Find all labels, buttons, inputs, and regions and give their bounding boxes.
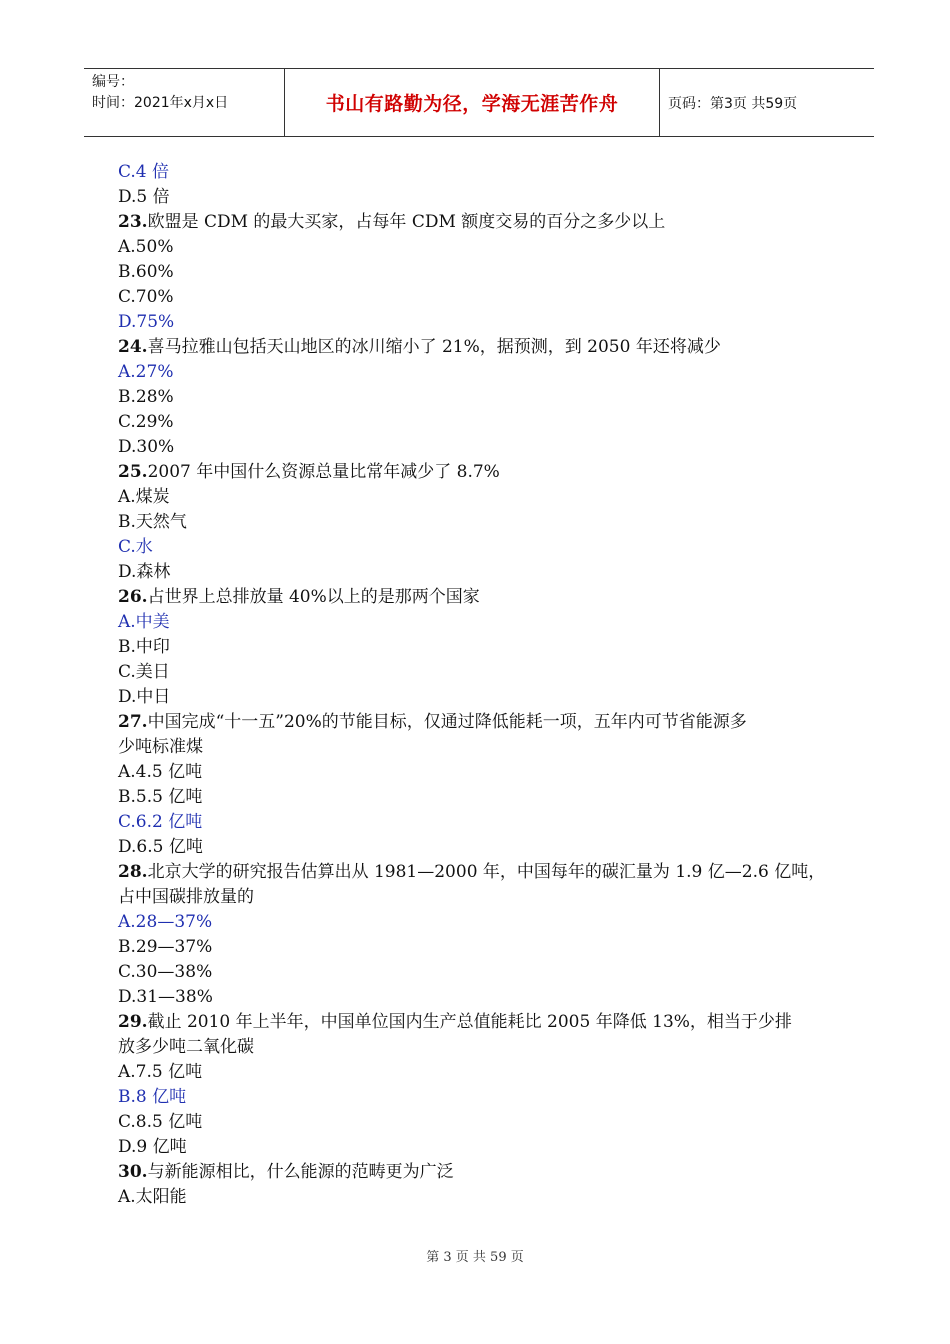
option-line bbox=[118, 235, 848, 260]
option-line bbox=[118, 885, 848, 910]
question-number: 25. bbox=[118, 462, 148, 482]
option-line bbox=[118, 835, 848, 860]
option-line bbox=[118, 685, 848, 710]
line-text: C.70% bbox=[118, 287, 174, 307]
line-text: D.森林 bbox=[118, 562, 171, 582]
question-number: 26. bbox=[118, 587, 148, 607]
time-label: 时间：2021年x月x日 bbox=[92, 95, 229, 111]
answer-option bbox=[118, 535, 848, 560]
question-line bbox=[118, 1160, 848, 1185]
option-line bbox=[118, 935, 848, 960]
answer-option bbox=[118, 310, 848, 335]
option-line bbox=[118, 260, 848, 285]
line-text: C.美日 bbox=[118, 662, 170, 682]
answer-option bbox=[118, 910, 848, 935]
line-text: D.75% bbox=[118, 312, 175, 332]
option-line bbox=[118, 760, 848, 785]
line-text: 截止 2010 年上半年，中国单位国内生产总值能耗比 2005 年降低 13%，相当于少排 bbox=[147, 1012, 792, 1032]
number-label: 编号： bbox=[92, 74, 134, 90]
question-number: 29. bbox=[118, 1012, 148, 1032]
option-line bbox=[118, 485, 848, 510]
option-line bbox=[118, 735, 848, 760]
line-text: A.7.5 亿吨 bbox=[118, 1062, 203, 1082]
header-left-cell bbox=[84, 69, 285, 136]
question-line bbox=[118, 1010, 848, 1035]
line-text: 喜马拉雅山包括天山地区的冰川缩小了 21%，据预测，到 2050 年还将减少 bbox=[147, 337, 721, 357]
answer-option bbox=[118, 810, 848, 835]
answer-option bbox=[118, 610, 848, 635]
line-text: D.5 倍 bbox=[118, 187, 170, 207]
line-text: A.50% bbox=[118, 237, 174, 257]
motto: 书山有路勤为径，学海无涯苦作舟 bbox=[285, 69, 660, 136]
option-line bbox=[118, 785, 848, 810]
option-line bbox=[118, 435, 848, 460]
line-text: D.31—38% bbox=[118, 987, 213, 1007]
question-line bbox=[118, 710, 848, 735]
line-text: C.水 bbox=[118, 537, 153, 557]
line-text: B.60% bbox=[118, 262, 174, 282]
answer-option bbox=[118, 1085, 848, 1110]
page-header bbox=[84, 68, 874, 137]
line-text: 占中国碳排放量的 bbox=[118, 887, 254, 907]
line-text: 占世界上总排放量 40%以上的是那两个国家 bbox=[147, 587, 480, 607]
line-text: 与新能源相比，什么能源的范畴更为广泛 bbox=[147, 1162, 454, 1182]
page-label: 页码：第3页 共59页 bbox=[668, 95, 798, 112]
question-line bbox=[118, 860, 848, 885]
option-line bbox=[118, 1035, 848, 1060]
line-text: B.29—37% bbox=[118, 937, 213, 957]
line-text: B.28% bbox=[118, 387, 174, 407]
question-number: 24. bbox=[118, 337, 148, 357]
line-text: 北京大学的研究报告估算出从 1981—2000 年，中国每年的碳汇量为 1.9 亿—2.6 亿吨， bbox=[147, 862, 826, 882]
option-line bbox=[118, 285, 848, 310]
line-text: 放多少吨二氧化碳 bbox=[118, 1037, 254, 1057]
question-line bbox=[118, 460, 848, 485]
line-text: C.4 倍 bbox=[118, 162, 170, 182]
question-number: 28. bbox=[118, 862, 148, 882]
line-text: B.中印 bbox=[118, 637, 170, 657]
option-line bbox=[118, 660, 848, 685]
question-number: 23. bbox=[118, 212, 148, 232]
answer-option bbox=[118, 360, 848, 385]
option-line bbox=[118, 510, 848, 535]
option-line bbox=[118, 1110, 848, 1135]
question-number: 27. bbox=[118, 712, 148, 732]
line-text: A.4.5 亿吨 bbox=[118, 762, 203, 782]
question-list bbox=[118, 160, 848, 1210]
line-text: A.27% bbox=[118, 362, 174, 382]
line-text: C.6.2 亿吨 bbox=[118, 812, 203, 832]
line-text: 中国完成“十一五”20%的节能目标，仅通过降低能耗一项，五年内可节省能源多 bbox=[147, 712, 747, 732]
line-text: C.8.5 亿吨 bbox=[118, 1112, 203, 1132]
option-line bbox=[118, 385, 848, 410]
line-text: C.30—38% bbox=[118, 962, 213, 982]
line-text: A.中美 bbox=[118, 612, 170, 632]
question-line bbox=[118, 210, 848, 235]
line-text: B.8 亿吨 bbox=[118, 1087, 187, 1107]
option-line bbox=[118, 560, 848, 585]
option-line bbox=[118, 185, 848, 210]
line-text: C.29% bbox=[118, 412, 174, 432]
line-text: 欧盟是 CDM 的最大买家，占每年 CDM 额度交易的百分之多少以上 bbox=[147, 212, 666, 232]
question-line bbox=[118, 585, 848, 610]
line-text: 少吨标准煤 bbox=[118, 737, 203, 757]
option-line bbox=[118, 635, 848, 660]
line-text: D.中日 bbox=[118, 687, 171, 707]
line-text: B.5.5 亿吨 bbox=[118, 787, 203, 807]
line-text: A.煤炭 bbox=[118, 487, 170, 507]
answer-option bbox=[118, 160, 848, 185]
line-text: A.太阳能 bbox=[118, 1187, 187, 1207]
line-text: 2007 年中国什么资源总量比常年减少了 8.7% bbox=[147, 462, 500, 482]
option-line bbox=[118, 985, 848, 1010]
line-text: D.9 亿吨 bbox=[118, 1137, 187, 1157]
question-number: 30. bbox=[118, 1162, 148, 1182]
option-line bbox=[118, 960, 848, 985]
line-text: D.30% bbox=[118, 437, 175, 457]
option-line bbox=[118, 410, 848, 435]
page-footer: 第 3 页 共 59 页 bbox=[426, 1250, 524, 1265]
line-text: A.28—37% bbox=[118, 912, 213, 932]
line-text: B.天然气 bbox=[118, 512, 187, 532]
option-line bbox=[118, 1185, 848, 1210]
question-line bbox=[118, 335, 848, 360]
option-line bbox=[118, 1060, 848, 1085]
line-text: D.6.5 亿吨 bbox=[118, 837, 203, 857]
option-line bbox=[118, 1135, 848, 1160]
